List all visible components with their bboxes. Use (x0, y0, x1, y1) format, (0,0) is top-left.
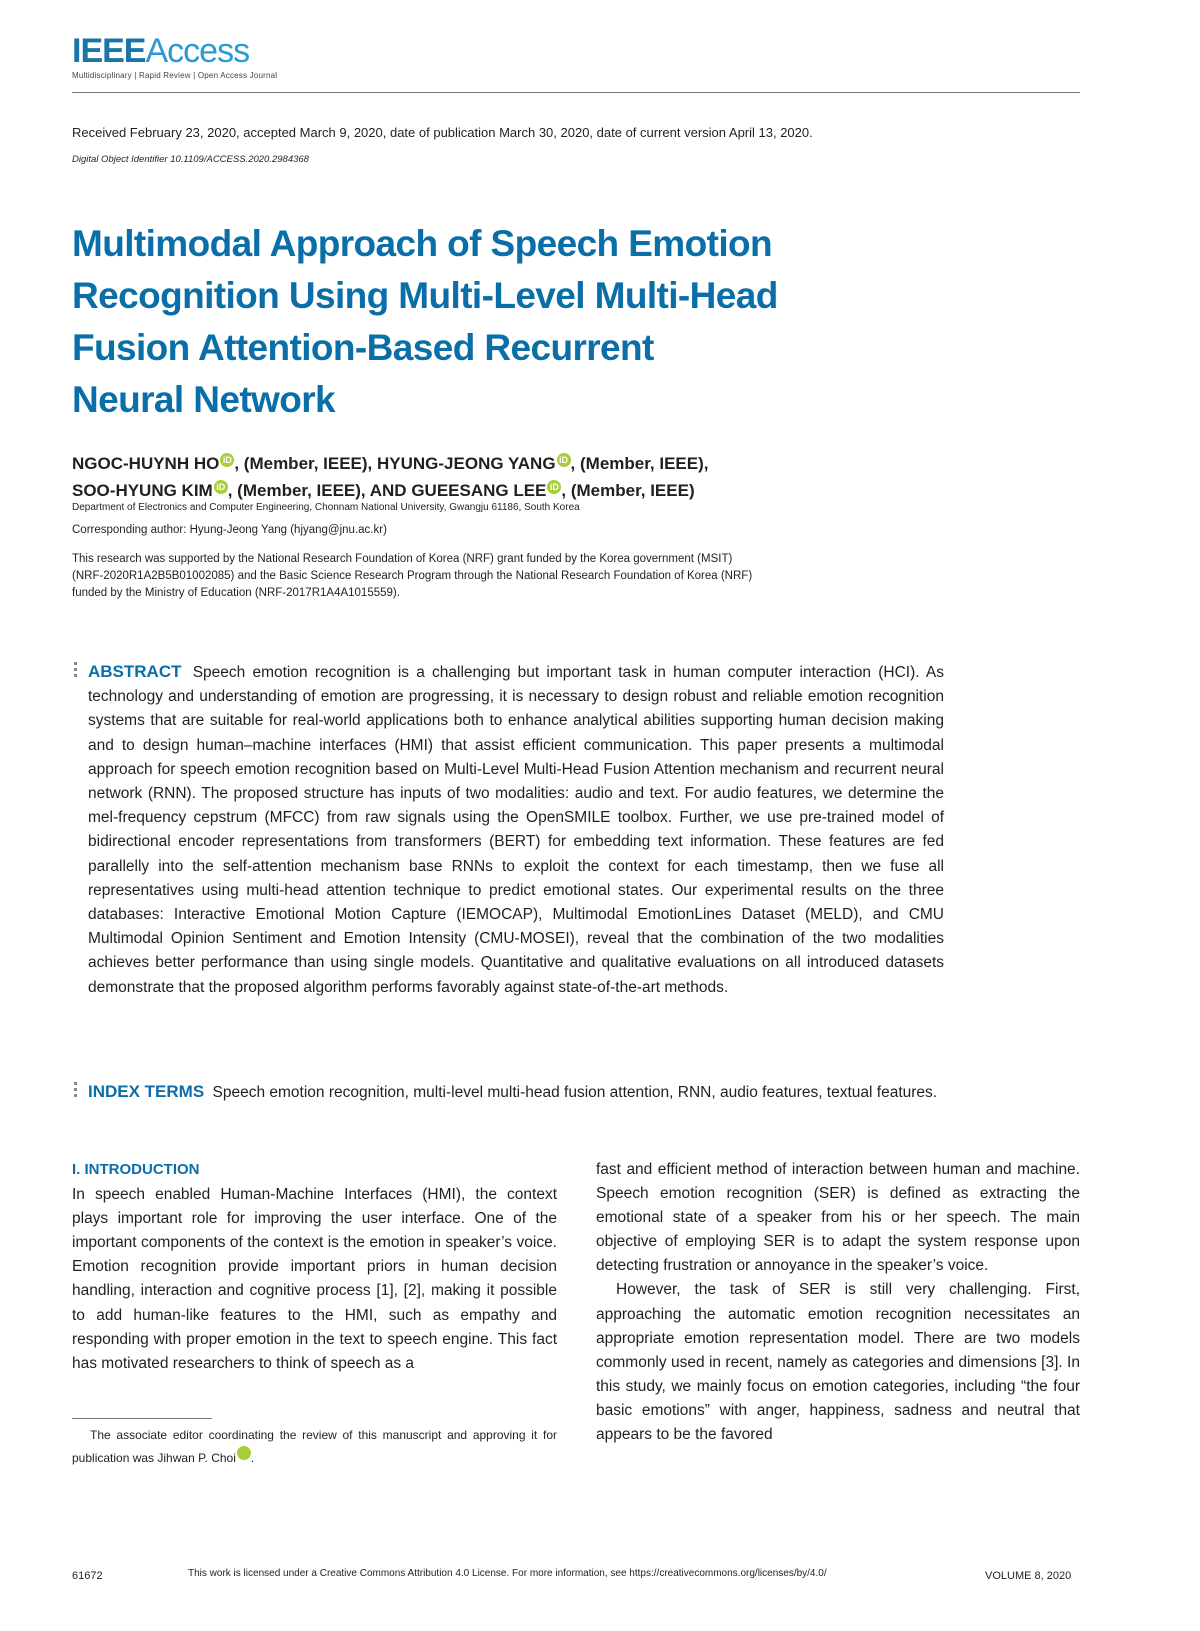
author-suffix: , (Member, IEEE), (234, 454, 377, 473)
editor-footnote (72, 1424, 557, 1469)
orcid-icon[interactable]: iD (220, 453, 234, 467)
author-list (72, 450, 1072, 504)
received-dates: Received February 23, 2020, accepted March 9, 2020, date of publication March 30, 2020, date of current version April 13, 2020. (72, 125, 813, 140)
funding-statement (72, 551, 972, 602)
abstract-text: Speech emotion recognition is a challenging but important task in human computer interaction (HCI). As technology and understanding of emotion are progressing, it is necessary to design robust and reliable emotion recognition systems that are suitable for real-world applications both to enhance analytical abilities supporting human decision making and to design human–machine interfaces (HMI) that assist efficient communication. This paper presents a multimodal approach for speech emotion recognition based on Multi-Level Multi-Head Fusion Attention mechanism and recurrent neural network (RNN). The proposed structure has inputs of two modalities: audio and text. For audio features, we determine the mel-frequency cepstrum (MFCC) from raw signals using the OpenSMILE toolbox. Further, we use pre-trained model of bidirectional encoder representations from transformers (BERT) for embedding text information. These features are fed parallelly into the self-attention mechanism base RNNs to exploit the context for each timestamp, then we fuse all representatives using multi-head attention technique to predict emotional states. Our experimental results on the three databases: Interactive Emotional Motion Capture (IEMOCAP), Multimodal EmotionLines Dataset (MELD), and CMU Multimodal Opinion Sentiment and Emotion Intensity (CMU-MOSEI), reveal that the combination of the two modalities achieves better performance than using single models. Quantitative and qualitative evaluations on all introduced datasets demonstrate that the proposed algorithm performs favorably against state-of-the-art methods. (88, 664, 944, 996)
index-terms-text: Speech emotion recognition, multi-level multi-head fusion attention, RNN, audio features, textual features. (212, 1084, 938, 1101)
title-line: Neural Network (72, 379, 336, 420)
volume-year: VOLUME 8, 2020 (985, 1570, 1072, 1582)
logo-ieee-text: IEEE (72, 32, 146, 70)
footnote-end: . (250, 1451, 255, 1465)
title-line: Recognition Using Multi-Level Multi-Head (72, 275, 778, 316)
author-name: HYUNG-JEONG YANG (377, 454, 556, 473)
logo-access-text: Access (145, 32, 250, 70)
orcid-icon[interactable]: iD (214, 480, 228, 494)
author-name: GUEESANG LEE (411, 481, 547, 500)
paragraph: fast and efficient method of interaction between human and machine. Speech emotion recognition (SER) is defined as extracting the emotional state of a speaker from his or her speech. The main objective of employing SER is to adapt the system response upon detecting frustration or annoyance in the speaker’s voice. (596, 1161, 1080, 1275)
funding-line: (NRF-2020R1A2B5B01002085) and the Basic Science Research Program through the National Research Foundation of Korea (NRF) (72, 570, 753, 582)
column-left (72, 1158, 557, 1376)
column-right (596, 1158, 1080, 1447)
abstract-label: ABSTRACT (88, 662, 182, 681)
author-suffix: , (Member, IEEE) (561, 481, 695, 500)
footnote-divider (72, 1418, 212, 1419)
title-line: Multimodal Approach of Speech Emotion (72, 223, 773, 264)
abstract-marker-icon (74, 662, 78, 680)
section-heading: I. INTRODUCTION (72, 1161, 200, 1178)
page-number: 61672 (72, 1570, 103, 1582)
footnote-text: The associate editor coordinating the review of this manuscript and approving it for publication was Jihwan P. Choi (72, 1428, 557, 1465)
title-line: Fusion Attention-Based Recurrent (72, 327, 654, 368)
orcid-icon[interactable]: iD (557, 453, 571, 467)
author-name: SOO-HYUNG KIM (72, 481, 213, 500)
paper-title (72, 218, 872, 426)
paragraph: However, the task of SER is still very challenging. First, approaching the automatic emotion recognition necessitates an appropriate emotion representation model. There are two models commonly used in recent, namely as categories and dimensions [3]. In this study, we mainly focus on emotion categories, including “the four basic emotions” with anger, happiness, sadness and neutral that appears to be the favored (596, 1281, 1080, 1444)
index-terms-marker-icon (74, 1082, 78, 1100)
author-name: NGOC-HUYNH HO (72, 454, 220, 473)
header-divider (72, 92, 1080, 93)
journal-logo (72, 32, 277, 80)
orcid-icon[interactable]: iD (237, 1446, 251, 1460)
author-suffix: , (Member, IEEE), AND (227, 481, 412, 500)
paragraph: In speech enabled Human-Machine Interfaces (HMI), the context plays important role for improving the user interface. One of the important components of the context is the emotion in speaker’s voice. Emotion recognition provide important priors in human decision handling, interaction and cognitive process [1], [2], making it possible to add human-like features to the HMI, such as empathy and responding with proper emotion in the text to speech engine. This fact has motivated researchers to think of speech as a (72, 1186, 557, 1372)
license-statement: This work is licensed under a Creative Commons Attribution 4.0 License. For more information, see https://creativecommons.org/licenses/by/4.0/ (188, 1568, 827, 1579)
doi: Digital Object Identifier 10.1109/ACCESS.2020.2984368 (72, 154, 309, 165)
funding-line: funded by the Ministry of Education (NRF-2017R1A4A1015559). (72, 587, 400, 599)
logo-tagline: Multidisciplinary | Rapid Review | Open Access Journal (72, 71, 278, 80)
index-terms (88, 1080, 948, 1105)
author-suffix: , (Member, IEEE), (570, 454, 709, 473)
index-terms-label: INDEX TERMS (88, 1082, 205, 1101)
funding-line: This research was supported by the National Research Foundation of Korea (NRF) grant funded by the Korea government (MSIT) (72, 553, 733, 565)
affiliation: Department of Electronics and Computer Engineering, Chonnam National University, Gwangju 61186, South Korea (72, 502, 580, 513)
corresponding-author: Corresponding author: Hyung-Jeong Yang (hjyang@jnu.ac.kr) (72, 524, 387, 536)
orcid-icon[interactable]: iD (547, 480, 561, 494)
abstract (88, 660, 944, 1000)
